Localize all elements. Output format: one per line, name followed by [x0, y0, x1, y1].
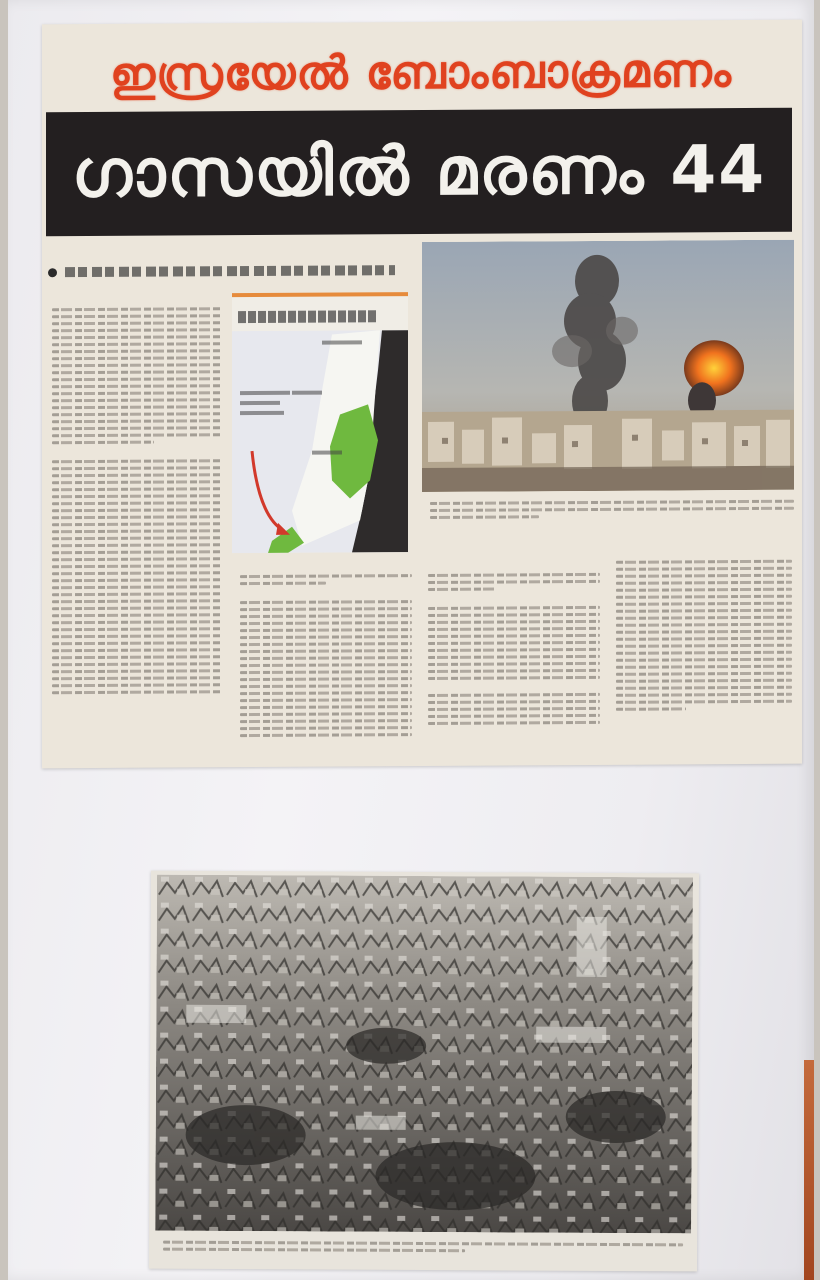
subheadline [48, 258, 395, 284]
photo-caption [430, 496, 794, 523]
newspaper-clipping-top [42, 20, 802, 769]
article-column-4 [616, 556, 792, 715]
main-headline: ഗാസയിൽ മരണം 44 [71, 130, 767, 212]
rubble-photo [155, 875, 693, 1234]
paper-sheet [8, 0, 814, 1280]
rubble-caption [163, 1237, 683, 1258]
background-edge [804, 1060, 814, 1280]
article-column-3 [428, 569, 600, 729]
airstrike-image [422, 240, 794, 492]
map-graphic [232, 330, 408, 553]
bullet-icon [48, 268, 57, 277]
article-column-1 [52, 303, 222, 698]
kicker-headline: ഇസ്രയേൽ ബോംബാക്രമണം [110, 43, 732, 101]
subheadline-text-texture [65, 265, 395, 277]
newspaper-clipping-bottom [149, 871, 699, 1272]
map-title-texture [238, 310, 378, 323]
article-column-2 [240, 570, 412, 741]
airstrike-photo [422, 240, 794, 492]
headline-banner [46, 108, 792, 237]
rubble-image [155, 875, 693, 1234]
gaza-map [232, 292, 408, 553]
